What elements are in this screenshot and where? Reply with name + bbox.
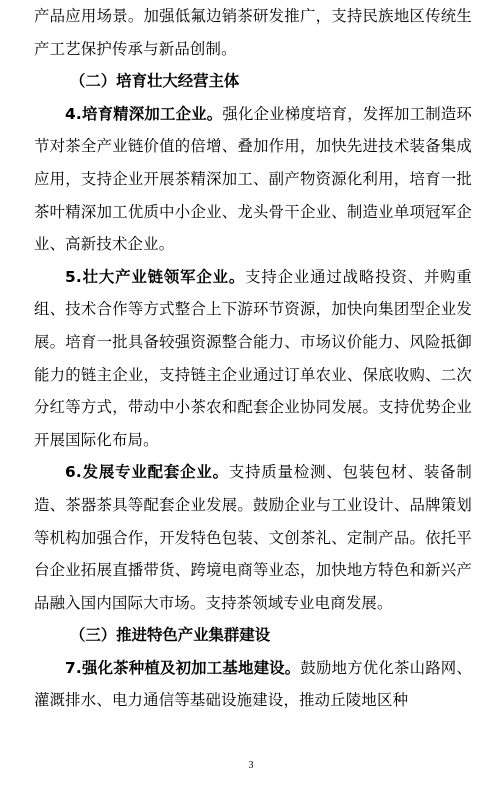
- item-lead: 7.强化茶种植及初加工基地建设。: [65, 658, 301, 677]
- section-heading-3: [34, 619, 472, 652]
- paragraph-item-7: [34, 652, 472, 717]
- section-heading-2: [34, 65, 472, 98]
- paragraph-text: 强化企业梯度培育，发挥加工制造环节对茶全产业链价值的倍增、叠加作用，加快先进技术装备集成应用，支持企业开展茶精深加工、副产物资源化利用，培育一批茶叶精深加工优质中小企业、龙头骨干企业、制造业单项冠军企业、高新技术企业。: [34, 104, 473, 254]
- page-number: 3: [248, 760, 254, 771]
- paragraph-item-5: [34, 261, 472, 457]
- item-lead: 5.壮大产业链领军企业。: [65, 267, 246, 286]
- heading-text: （三）推进特色产业集群建设: [70, 626, 271, 645]
- paragraph-text: 鼓励地方优化茶山路网、灌溉排水、电力通信等基础设施建设，推动丘陵地区种: [34, 658, 472, 710]
- paragraph-text: 支持质量检测、包装包材、装备制造、茶器茶具等配套企业发展。鼓励企业与工业设计、品牌策划等机构加强合作，开发特色包装、文创茶礼、定制产品。依托平台企业拓展直播带货、跨境电商等业态，加快地方特色和新兴产品融入国内国际大市场。支持茶领域专业电商发展。: [34, 463, 472, 612]
- heading-text: （二）培育壮大经营主体: [70, 72, 240, 91]
- document-page: [34, 0, 472, 717]
- paragraph-item-6: [34, 456, 472, 619]
- paragraph-item-4: [34, 98, 472, 261]
- item-lead: 4.培育精深加工企业。: [65, 104, 223, 123]
- item-lead: 6.发展专业配套企业。: [65, 463, 229, 482]
- paragraph-text: 支持企业通过战略投资、并购重组、技术合作等方式整合上下游环节资源，加快向集团型企业发展。培育一批具备较强资源整合能力、市场议价能力、风险抵御能力的链主企业，支持链主企业通过订单农业、保底收购、二次分红等方式，带动中小茶农和配套企业协同发展。支持优势企业开展国际化布局。: [34, 267, 472, 449]
- paragraph-continuation: [34, 0, 472, 65]
- paragraph-text: 产品应用场景。加强低氟边销茶研发推广，支持民族地区传统生产工艺保护传承与新品创制。: [34, 7, 472, 58]
